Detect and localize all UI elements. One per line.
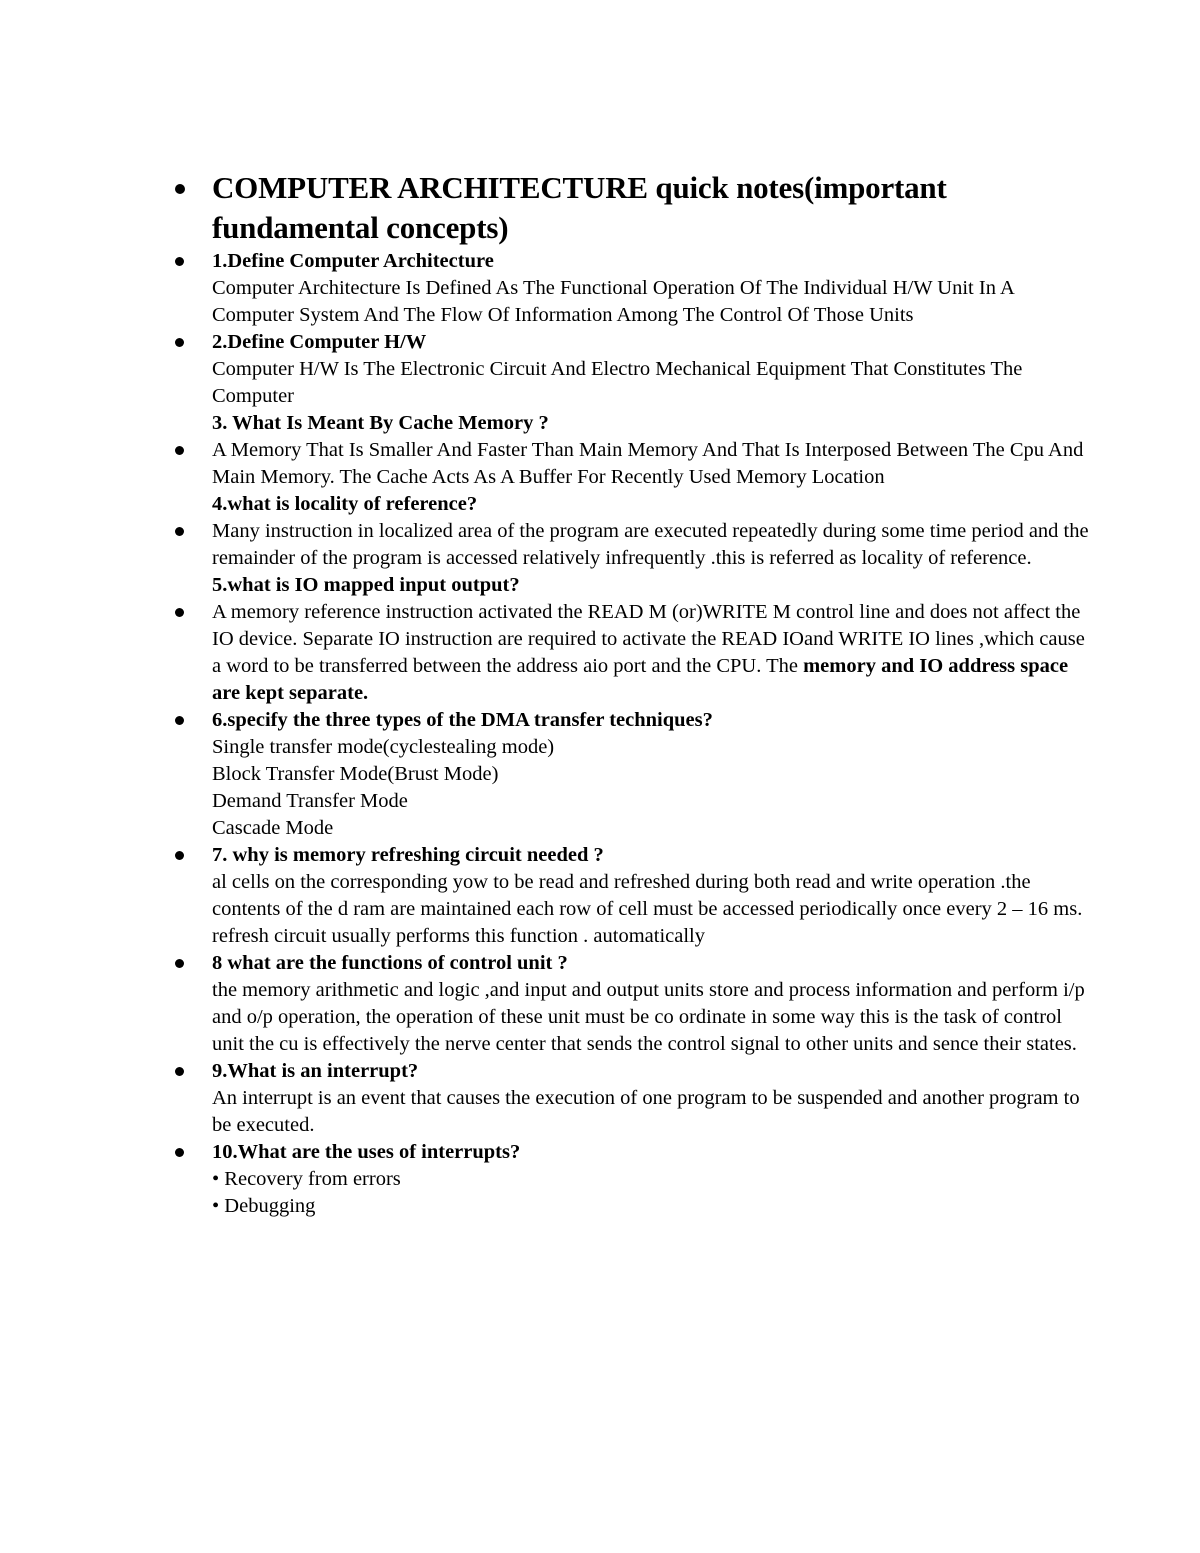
notes-content	[212, 168, 1092, 1220]
list-item-q4-answer	[212, 518, 1092, 572]
answer-text-regular: A memory reference instruction activated the READ M (or)WRITE M control line and does not affect the IO device. Separate IO instruction are required to activate the READ IOand WRITE IO lines ,which cause a word to be transferred between the address aio port and the CPU. The	[212, 601, 1085, 677]
list-item-q9	[212, 1058, 1092, 1139]
list-item-title	[212, 168, 1092, 248]
answer-line: Block Transfer Mode(Brust Mode)	[212, 763, 499, 785]
question-heading: 9.What is an interrupt?	[212, 1060, 419, 1082]
answer-line: Cascade Mode	[212, 817, 334, 839]
answer-text	[212, 599, 1092, 707]
question-heading-q5	[212, 572, 1092, 599]
bullet-icon	[175, 257, 184, 266]
question-heading: 10.What are the uses of interrupts?	[212, 1141, 521, 1163]
answer-text: the memory arithmetic and logic ,and input and output units store and process information and perform i/p and o/p operation, the operation of these unit must be co ordinate in some way this is the task of control unit the cu is effectively the nerve center that sends the control signal to other units and sence their states.	[212, 979, 1085, 1055]
list-item-q1	[212, 248, 1092, 329]
question-heading: 8 what are the functions of control unit ?	[212, 952, 568, 974]
bullet-icon	[175, 1148, 184, 1157]
list-item-q10	[212, 1139, 1092, 1220]
answer-text: An interrupt is an event that causes the execution of one program to be suspended and another program to be executed.	[212, 1087, 1080, 1136]
question-heading: 3. What Is Meant By Cache Memory ?	[212, 412, 549, 434]
answer-line: • Recovery from errors	[212, 1168, 401, 1190]
answer-text: A Memory That Is Smaller And Faster Than Main Memory And That Is Interposed Between The Cpu And Main Memory. The Cache Acts As A Buffer For Recently Used Memory Location	[212, 439, 1084, 488]
answer-text: Computer Architecture Is Defined As The Functional Operation Of The Individual H/W Unit In A Computer System And The Flow Of Information Among The Control Of Those Units	[212, 277, 1014, 326]
answer-text: Many instruction in localized area of the program are executed repeatedly during some time period and the remainder of the program is accessed relatively infrequently .this is referred as locality of reference.	[212, 520, 1089, 569]
answer-line: • Debugging	[212, 1195, 316, 1217]
question-heading-q3	[212, 410, 1092, 437]
bullet-icon	[175, 338, 184, 347]
list-item-q6	[212, 707, 1092, 842]
bullet-icon	[175, 527, 184, 536]
list-item-q2	[212, 329, 1092, 410]
list-item-q8	[212, 950, 1092, 1058]
document-title: COMPUTER ARCHITECTURE quick notes(important fundamental concepts)	[212, 170, 947, 245]
answer-text-bold: memory and IO address space are kept separate.	[212, 655, 1069, 704]
bullet-icon	[175, 184, 185, 194]
bullet-icon	[175, 446, 184, 455]
question-heading: 1.Define Computer Architecture	[212, 250, 494, 272]
question-heading: 2.Define Computer H/W	[212, 331, 427, 353]
answer-line: Demand Transfer Mode	[212, 790, 408, 812]
bullet-icon	[175, 959, 184, 968]
question-heading: 7. why is memory refreshing circuit needed ?	[212, 844, 604, 866]
answer-text: al cells on the corresponding yow to be read and refreshed during both read and write operation .the contents of the d ram are maintained each row of cell must be accessed periodically once every 2 – 16 ms. refresh circuit usually performs this function . automatically	[212, 871, 1083, 947]
question-heading: 4.what is locality of reference?	[212, 493, 478, 515]
answer-text: Computer H/W Is The Electronic Circuit And Electro Mechanical Equipment That Constitutes The Computer	[212, 358, 1023, 407]
bullet-icon	[175, 1067, 184, 1076]
answer-line: Single transfer mode(cyclestealing mode)	[212, 736, 555, 758]
list-item-q3-answer	[212, 437, 1092, 491]
bullet-icon	[175, 608, 184, 617]
question-heading-q4	[212, 491, 1092, 518]
list-item-q7	[212, 842, 1092, 950]
bullet-icon	[175, 716, 184, 725]
list-item-q5-answer	[212, 599, 1092, 707]
question-heading: 5.what is IO mapped input output?	[212, 574, 520, 596]
bullet-icon	[175, 851, 184, 860]
question-heading: 6.specify the three types of the DMA transfer techniques?	[212, 709, 713, 731]
